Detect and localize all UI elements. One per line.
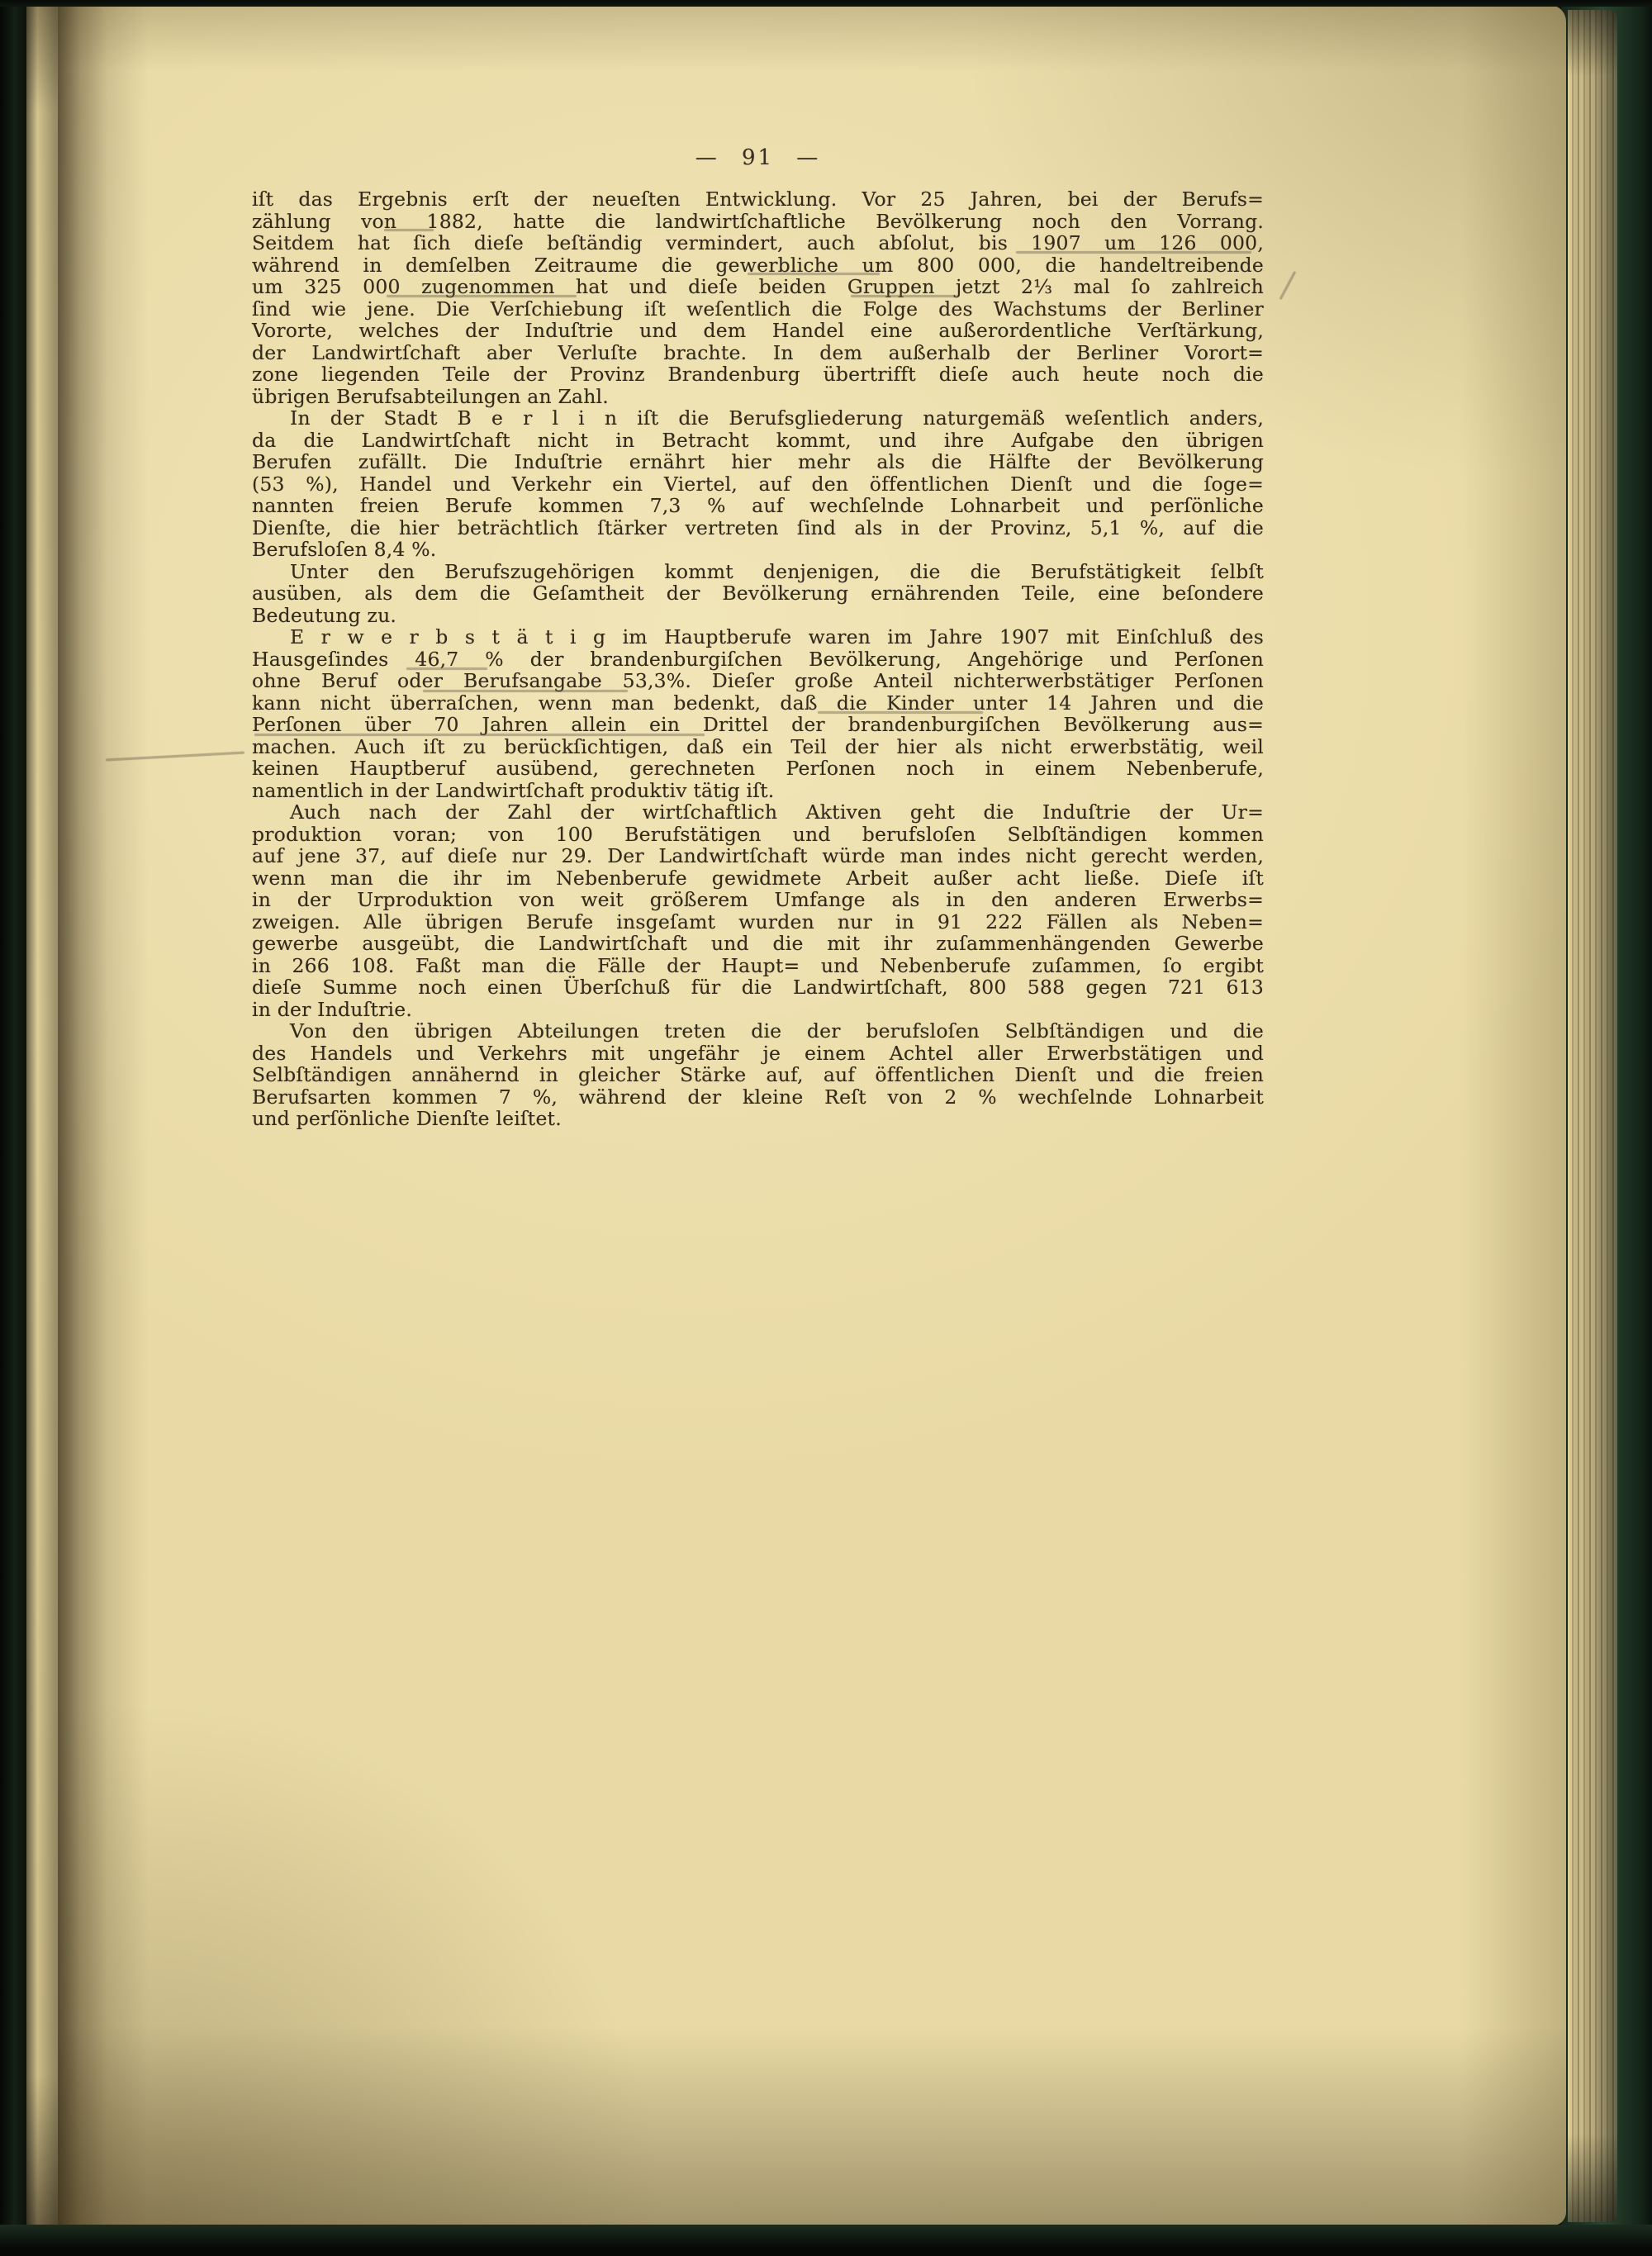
text-line: Selbſtändigen annähernd in gleicher Stärke auf, auf öffentlichen Dienſt und die freien <box>252 1063 1264 1086</box>
text-line: in 266 108. Faßt man die Fälle der Haupt= und Nebenberufe zuſammen, ſo ergibt <box>252 953 1264 977</box>
text-line: nannten freien Berufe kommen 7,3 % auf wechſelnde Lohnarbeit und perſönliche <box>252 494 1264 517</box>
text-line: Unter den Berufszugehörigen kommt denjenigen, die die Berufstätigkeit ſelbſt <box>290 559 1264 583</box>
book-cover-bottom <box>0 2225 1652 2256</box>
text-line: und perſönliche Dienſte leiſtet. <box>252 1107 562 1130</box>
text-line: Bedeutung zu. <box>252 603 397 627</box>
text-line: ohne Beruf oder Berufsangabe 53,3%. Dieſer große Anteil nichterwerbstätiger Perſonen <box>252 669 1264 692</box>
text-line: auf jene 37, auf dieſe nur 29. Der Landwirtſchaft würde man indes nicht gerecht werden, <box>252 844 1264 867</box>
text-line: Vororte, welches der Induſtrie und dem Handel eine außerordentliche Verſtärkung, <box>252 319 1264 342</box>
text-line: des Handels und Verkehrs mit ungefähr je einem Achtel aller Erwerbstätigen und <box>252 1041 1264 1065</box>
text-line: zweigen. Alle übrigen Berufe insgeſamt wurden nur in 91 222 Fällen als Neben= <box>252 910 1264 933</box>
text-line: da die Landwirtſchaft nicht in Betracht kommt, und ihre Aufgabe den übrigen <box>252 428 1264 452</box>
text-line: Berufsarten kommen 7 %, während der kleine Reſt von 2 % wechſelnde Lohnarbeit <box>252 1085 1264 1109</box>
gutter-shadow <box>58 5 107 2225</box>
text-line: ausüben, als dem die Geſamtheit der Bevölkerung ernährenden Teile, eine beſondere <box>252 582 1264 605</box>
book-cover-top <box>0 0 1652 7</box>
text-line: Dienſte, die hier beträchtlich ſtärker vertreten ſind als in der Provinz, 5,1 %, auf die <box>252 515 1264 539</box>
text-line: Seitdem hat ſich dieſe beſtändig vermindert, auch abſolut, bis 1907 um 126 000, <box>252 231 1264 254</box>
text-line: kann nicht überraſchen, wenn man bedenkt, daß die Kinder unter 14 Jahren und die <box>252 691 1264 715</box>
text-line: wenn man die ihr im Nebenberufe gewidmete Arbeit außer acht ließe. Dieſe iſt <box>252 866 1264 890</box>
text-line: Auch nach der Zahl der wirtſchaftlich Aktiven geht die Induſtrie der Ur= <box>290 800 1264 824</box>
book-cover-left <box>0 0 26 2256</box>
text-line: E r w e r b s t ä t i g im Hauptberufe waren im Jahre 1907 mit Einſchluß des <box>290 625 1264 648</box>
text-line: in der Induſtrie. <box>252 997 413 1021</box>
text-line: namentlich in der Landwirtſchaft produktiv tätig iſt. <box>252 778 775 802</box>
page-number: — 91 — <box>695 145 821 170</box>
paragraph <box>252 1020 1264 1130</box>
text-line: zählung von 1882, hatte die landwirtſchaftliche Bevölkerung noch den Vorrang. <box>252 209 1264 233</box>
paragraph <box>252 561 1264 627</box>
text-line: um 325 000 zugenommen hat und dieſe beiden Gruppen jetzt 2⅓ mal ſo zahlreich <box>252 275 1264 298</box>
text-line: übrigen Berufsabteilungen an Zahl. <box>252 384 609 408</box>
text-line: dieſe Summe noch einen Überſchuß für die Landwirtſchaft, 800 588 gegen 721 613 <box>252 976 1264 999</box>
text-line: iſt das Ergebnis erſt der neueſten Entwicklung. Vor 25 Jahren, bei der Berufs= <box>252 188 1264 211</box>
text-line: zone liegenden Teile der Provinz Brandenburg übertrifft dieſe auch heute noch die <box>252 363 1264 386</box>
text-line: ſind wie jene. Die Verſchiebung iſt weſentlich die Folge des Wachstums der Berliner <box>252 297 1264 321</box>
text-line: der Landwirtſchaft aber Verluſte brachte. In dem außerhalb der Berliner Vorort= <box>252 340 1264 364</box>
paragraph <box>252 188 1264 407</box>
text-line: Von den übrigen Abteilungen treten die der berufsloſen Selbſtändigen und die <box>290 1019 1264 1043</box>
text-line: Hausgeſindes 46,7 % der brandenburgiſchen Bevölkerung, Angehörige und Perſonen <box>252 647 1264 671</box>
text-line: machen. Auch iſt zu berückſichtigen, daß ein Teil der hier als nicht erwerbstätig, weil <box>252 734 1264 758</box>
text-line: In der Stadt B e r l i n iſt die Berufsgliederung naturgemäß weſentlich anders, <box>290 406 1264 430</box>
text-line: Berufen zufällt. Die Induſtrie ernährt hier mehr als die Hälfte der Bevölkerung <box>252 450 1264 473</box>
left-page-edge <box>26 0 58 2256</box>
text-line: (53 %), Handel und Verkehr ein Viertel, auf den öffentlichen Dienſt und die ſoge= <box>252 472 1264 496</box>
right-page-edges <box>1568 10 1617 2222</box>
paragraph <box>252 626 1264 801</box>
text-block <box>252 188 1264 1130</box>
paragraph <box>252 407 1264 561</box>
text-line: Berufsloſen 8,4 %. <box>252 538 437 561</box>
paragraph <box>252 801 1264 1020</box>
text-line: produktion voran; von 100 Berufstätigen und berufsloſen Selbſtändigen kommen <box>252 822 1264 846</box>
text-line: keinen Hauptberuf ausübend, gerechneten Perſonen noch in einem Nebenberufe, <box>252 757 1264 780</box>
text-line: Perſonen über 70 Jahren allein ein Drittel der brandenburgiſchen Bevölkerung aus= <box>252 713 1264 736</box>
text-line: in der Urproduktion von weit größerem Umfange als in den anderen Erwerbs= <box>252 888 1264 911</box>
text-line: während in demſelben Zeitraume die gewerbliche um 800 000, die handeltreibende <box>252 253 1264 277</box>
text-line: gewerbe ausgeübt, die Landwirtſchaft und die mit ihr zuſammenhängenden Gewerbe <box>252 932 1264 955</box>
